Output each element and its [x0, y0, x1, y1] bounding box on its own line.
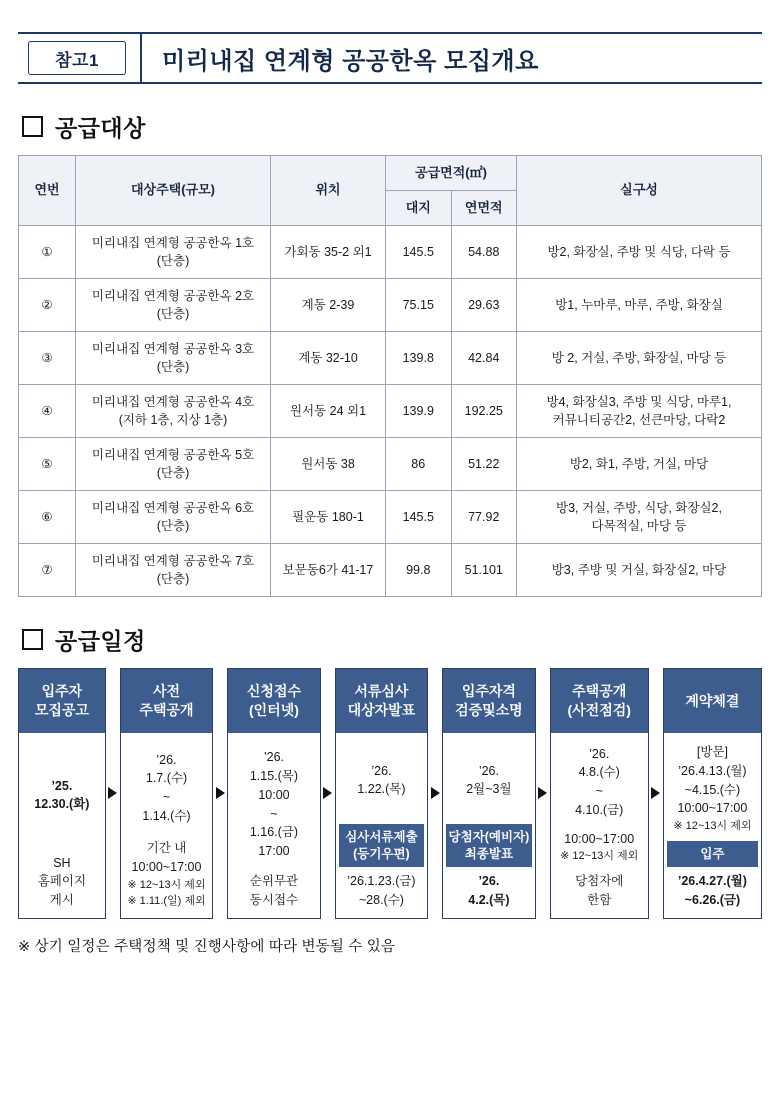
- cell-house-line2: (단층): [156, 254, 190, 268]
- supply-target-table: [18, 155, 762, 597]
- cell-rooms-line1: 방3, 거실, 주방, 식당, 화장실2,: [556, 500, 722, 515]
- flow-arrow-1: [106, 668, 120, 919]
- step-header-line2: 대상자발표: [347, 702, 416, 718]
- arrow-right-icon: [431, 787, 440, 799]
- cell-no: ⑤: [19, 438, 76, 491]
- bottom-line1: 기간 내: [146, 841, 187, 856]
- highlight-line1: 입주: [700, 846, 725, 861]
- th-land: 대지: [386, 191, 452, 226]
- cell-no: ②: [19, 279, 76, 332]
- mid-line1: ’26.: [263, 750, 285, 765]
- schedule-step-1: [18, 668, 106, 919]
- highlight-line2: 최종발표: [464, 846, 514, 861]
- bottom-line2: ~6.26.(금): [684, 893, 741, 908]
- cell-no: ④: [19, 385, 76, 438]
- table-header: [19, 156, 762, 226]
- highlight-line1: 심사서류제출: [345, 829, 418, 844]
- step-mid-text: [446, 762, 531, 800]
- mid-line2: 1.15.(목): [249, 769, 299, 784]
- step-bottom: [124, 833, 209, 910]
- section-title-supply-target: 공급대상: [55, 115, 146, 141]
- mid-line5: ※ 12~13시 제외: [673, 820, 752, 832]
- cell-house: [76, 332, 271, 385]
- bottom-line2: 10:00~17:00: [131, 860, 202, 875]
- cell-floor: 51.22: [451, 438, 517, 491]
- mid-line1: ’26.: [589, 746, 610, 761]
- arrow-right-icon: [323, 787, 332, 799]
- cell-rooms: [517, 226, 762, 279]
- bottom-line1: SH: [53, 855, 71, 870]
- table-row: [19, 438, 762, 491]
- cell-location: 원서동 38: [271, 438, 386, 491]
- schedule-step-6-header: [551, 669, 648, 733]
- cell-location: 필운동 180-1: [271, 491, 386, 544]
- bottom-line2: 한함: [587, 893, 612, 908]
- table-row: [19, 226, 762, 279]
- step-mid-text: [231, 748, 316, 861]
- th-floor-area: 연면적: [451, 191, 517, 226]
- mid-line2: 4.8.(수): [578, 765, 620, 780]
- cell-house-line2: (지하 1층, 지상 1층): [118, 413, 228, 427]
- section-heading-supply-target: [22, 110, 762, 143]
- flow-arrow-6: [649, 668, 663, 919]
- cell-house: [76, 491, 271, 544]
- step-bottom-text: [22, 854, 102, 910]
- cell-land: 139.8: [386, 332, 452, 385]
- section-heading-supply-schedule: [22, 623, 762, 656]
- flow-arrow-4: [428, 668, 442, 919]
- step-mid-text: [554, 745, 645, 865]
- reference-badge: 참고1: [28, 41, 126, 75]
- step-header-line1: 입주자: [41, 683, 83, 700]
- step-bottom: [667, 835, 758, 910]
- mid-line2: 12.30.(화): [34, 797, 90, 812]
- table-row: [19, 332, 762, 385]
- mid-line4: 4.10.(금): [575, 802, 624, 817]
- table-row: [19, 491, 762, 544]
- schedule-step-5-header: [443, 669, 534, 733]
- arrow-right-icon: [538, 787, 547, 799]
- cell-no: ⑥: [19, 491, 76, 544]
- schedule-step-3-header: [228, 669, 319, 733]
- cell-house-line1: 미리내집 연계형 공공한옥 3호: [91, 341, 255, 356]
- cell-land: 139.9: [386, 385, 452, 438]
- cell-house: [76, 544, 271, 597]
- cell-location: 계동 32-10: [271, 332, 386, 385]
- bottom-line3: 게시: [49, 893, 74, 908]
- step-bottom: [446, 818, 531, 910]
- th-rooms: 실구성: [517, 156, 762, 226]
- step-mid-text: [667, 743, 758, 835]
- mid-line3: ~: [595, 784, 603, 799]
- table-body: [19, 226, 762, 597]
- step-header-line2: 검증및소명: [455, 702, 523, 718]
- schedule-step-5: [442, 668, 535, 919]
- mid-line5: 10:00~17:00: [564, 831, 635, 846]
- highlight-line1: 당첨자(예비자): [448, 829, 530, 844]
- flow-arrow-5: [536, 668, 550, 919]
- cell-house: [76, 438, 271, 491]
- step-header-line2: (인터넷): [249, 702, 299, 718]
- mid-line2: ’26.4.13.(월): [678, 763, 747, 778]
- page-title: 미리내집 연계형 공공한옥 모집개요: [162, 47, 539, 75]
- step-header-line1: 사전: [152, 683, 181, 700]
- mid-line4: 10:00~17:00: [677, 801, 748, 816]
- step-bottom: [554, 866, 645, 910]
- cell-floor: 29.63: [451, 279, 517, 332]
- step-mid-text: [124, 751, 209, 826]
- step-mid: [124, 743, 209, 833]
- cell-no: ⑦: [19, 544, 76, 597]
- cell-rooms: [517, 385, 762, 438]
- step-header-line1: 신청접수: [246, 683, 301, 700]
- step-mid: [231, 743, 316, 866]
- mid-line1: [방문]: [696, 745, 728, 759]
- cell-land: 145.5: [386, 491, 452, 544]
- step-bottom: [22, 848, 102, 910]
- step-highlight-box: [446, 824, 531, 868]
- cell-location: 보문동6가 41-17: [271, 544, 386, 597]
- cell-house-line1: 미리내집 연계형 공공한옥 6호: [91, 500, 255, 515]
- cell-rooms-line1: 방3, 주방 및 거실, 화장실2, 마당: [551, 562, 727, 577]
- step-mid: [667, 743, 758, 835]
- cell-house-line1: 미리내집 연계형 공공한옥 4호: [91, 394, 255, 409]
- schedule-step-7-body: [664, 733, 761, 918]
- square-bullet-icon: [22, 629, 43, 650]
- cell-house-line1: 미리내집 연계형 공공한옥 2호: [91, 288, 255, 303]
- mid-line2: 2월~3월: [466, 782, 512, 797]
- schedule-step-4-body: [336, 733, 427, 918]
- cell-floor: 42.84: [451, 332, 517, 385]
- cell-land: 99.8: [386, 544, 452, 597]
- step-bottom-text: [124, 839, 209, 910]
- cell-location: 가회동 35-2 외1: [271, 226, 386, 279]
- step-highlight-box: [667, 841, 758, 868]
- cell-house-line1: 미리내집 연계형 공공한옥 7호: [91, 553, 255, 568]
- schedule-step-1-header: [19, 669, 105, 733]
- bottom-line2: ~28.(수): [358, 893, 404, 908]
- cell-rooms: [517, 438, 762, 491]
- cell-floor: 51.101: [451, 544, 517, 597]
- mid-line2: 1.22.(목): [357, 782, 406, 797]
- cell-no: ③: [19, 332, 76, 385]
- cell-rooms-line1: 방4, 화장실3, 주방 및 식당, 마루1,: [546, 394, 732, 409]
- arrow-right-icon: [108, 787, 117, 799]
- mid-line4: 1.14.(수): [142, 808, 191, 823]
- mid-line3: ~: [162, 790, 171, 805]
- schedule-step-7: [663, 668, 762, 919]
- mid-line1: ’26.: [478, 763, 499, 778]
- bottom-line2: 홈페이지: [37, 874, 87, 889]
- step-mid: [446, 743, 531, 818]
- step-bottom-text: [339, 872, 424, 910]
- th-location: 위치: [271, 156, 386, 226]
- mid-line3: ~4.15.(수): [684, 782, 741, 797]
- supply-schedule-flow: [18, 668, 762, 919]
- schedule-step-4: [335, 668, 428, 919]
- cell-rooms: [517, 332, 762, 385]
- flow-arrow-2: [213, 668, 227, 919]
- step-mid: [22, 743, 102, 848]
- square-bullet-icon: [22, 116, 43, 137]
- bottom-line1: ’26.1.23.(금): [347, 874, 416, 889]
- cell-house-line2: (단층): [156, 307, 190, 321]
- cell-location: 원서동 24 외1: [271, 385, 386, 438]
- schedule-step-4-header: [336, 669, 427, 733]
- mid-line1: ’26.: [371, 763, 392, 778]
- cell-house-line2: (단층): [156, 360, 190, 374]
- footnote: ※ 상기 일정은 주택정책 및 진행사항에 따라 변동될 수 있음: [18, 938, 396, 955]
- cell-rooms: [517, 491, 762, 544]
- th-no: 연번: [19, 156, 76, 226]
- cell-rooms: [517, 279, 762, 332]
- mid-line1: ’25.: [51, 778, 73, 793]
- cell-house-line1: 미리내집 연계형 공공한옥 5호: [91, 447, 255, 462]
- section-title-supply-schedule: 공급일정: [55, 628, 146, 654]
- document-header: [18, 32, 762, 84]
- cell-land: 86: [386, 438, 452, 491]
- bottom-line2: 동시접수: [249, 893, 299, 908]
- cell-house: [76, 226, 271, 279]
- cell-floor: 192.25: [451, 385, 517, 438]
- step-header-line1: 계약체결: [685, 692, 740, 709]
- bottom-line2: 4.2.(목): [468, 893, 510, 908]
- table-header-row-1: [19, 156, 762, 191]
- schedule-step-2-header: [121, 669, 212, 733]
- table-row: [19, 544, 762, 597]
- cell-floor: 54.88: [451, 226, 517, 279]
- schedule-step-2: [120, 668, 213, 919]
- cell-rooms-line1: 방 2, 거실, 주방, 화장실, 마당 등: [551, 350, 727, 365]
- mid-line3: 10:00: [258, 787, 290, 802]
- step-header-line2: 모집공고: [34, 702, 89, 718]
- cell-house: [76, 385, 271, 438]
- cell-rooms-line2: 커뮤니티공간2, 선큰마당, 다락2: [552, 413, 726, 427]
- arrow-right-icon: [216, 787, 225, 799]
- bottom-line5: ※ 1.11.(일) 제외: [127, 895, 206, 908]
- cell-floor: 77.92: [451, 491, 517, 544]
- mid-line6: ※ 12~13시 제외: [560, 850, 639, 863]
- bottom-line4: ※ 12~13시 제외: [127, 878, 206, 891]
- step-mid-text: [339, 762, 424, 800]
- table-row: [19, 385, 762, 438]
- schedule-step-5-body: [443, 733, 534, 918]
- mid-line2: 1.7.(수): [145, 771, 188, 786]
- schedule-step-3: [227, 668, 320, 919]
- step-header-line2: (사전점검): [567, 702, 631, 718]
- flow-arrow-3: [321, 668, 335, 919]
- th-area-group: 공급면적(㎡): [386, 156, 517, 191]
- step-header-line1: 서류심사: [354, 683, 409, 700]
- highlight-line2: (등기우편): [353, 846, 410, 861]
- table-row: [19, 279, 762, 332]
- mid-line5: 1.16.(금): [249, 825, 299, 840]
- step-bottom-text: [667, 872, 758, 910]
- step-header-line1: 주택공개: [572, 683, 627, 700]
- schedule-step-3-body: [228, 733, 319, 918]
- mid-line1: ’26.: [156, 752, 177, 767]
- arrow-right-icon: [651, 787, 660, 799]
- step-header-line2: 주택공개: [139, 702, 194, 718]
- cell-house-line2: (단층): [156, 466, 190, 480]
- step-header-line1: 입주자격: [461, 683, 516, 700]
- bottom-line1: ’26.: [478, 874, 500, 889]
- cell-land: 75.15: [386, 279, 452, 332]
- schedule-step-6: [550, 668, 649, 919]
- cell-rooms-line1: 방2, 화장실, 주방 및 식당, 다락 등: [547, 244, 731, 259]
- cell-location: 계동 2-39: [271, 279, 386, 332]
- step-mid-text: [22, 777, 102, 815]
- cell-house-line2: (단층): [156, 519, 190, 533]
- step-bottom-text: [446, 872, 531, 910]
- cell-house-line1: 미리내집 연계형 공공한옥 1호: [91, 235, 255, 250]
- schedule-step-1-body: [19, 733, 105, 918]
- mid-spacer: [554, 820, 645, 830]
- cell-rooms-line1: 방2, 화1, 주방, 거실, 마당: [569, 456, 709, 471]
- bottom-line1: 당첨자에: [575, 874, 624, 889]
- schedule-step-7-header: [664, 669, 761, 733]
- mid-line4: ~: [270, 806, 278, 821]
- step-mid: [554, 743, 645, 866]
- step-highlight-box: [339, 824, 424, 868]
- cell-no: ①: [19, 226, 76, 279]
- cell-rooms-line2: 다목적실, 마당 등: [591, 519, 687, 533]
- mid-line6: 17:00: [258, 844, 290, 859]
- cell-house-line2: (단층): [156, 572, 190, 586]
- step-bottom: [231, 866, 316, 910]
- cell-rooms-line1: 방1, 누마루, 마루, 주방, 화장실: [555, 297, 723, 312]
- cell-land: 145.5: [386, 226, 452, 279]
- bottom-line1: ’26.4.27.(월): [677, 874, 747, 889]
- step-bottom-text: [554, 872, 645, 910]
- step-mid: [339, 743, 424, 818]
- cell-house: [76, 279, 271, 332]
- th-house: 대상주택(규모): [76, 156, 271, 226]
- bottom-line1: 순위무관: [249, 874, 299, 889]
- step-bottom: [339, 818, 424, 910]
- cell-rooms: [517, 544, 762, 597]
- step-bottom-text: [231, 872, 316, 910]
- schedule-step-2-body: [121, 733, 212, 918]
- schedule-step-6-body: [551, 733, 648, 918]
